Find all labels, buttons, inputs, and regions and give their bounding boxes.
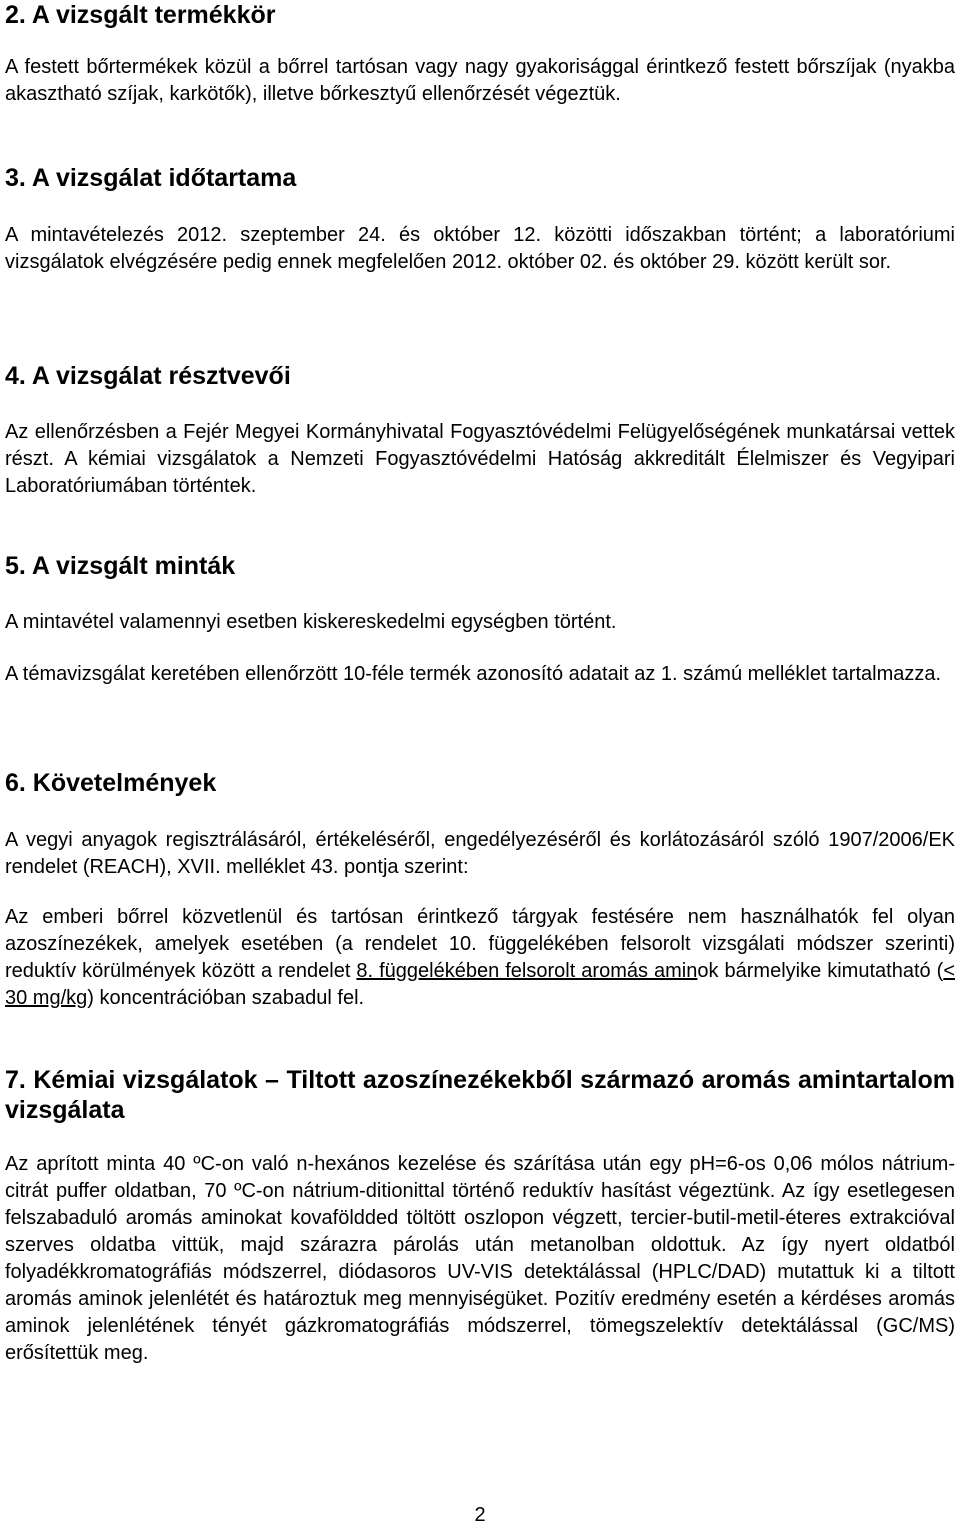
section-5-heading: 5. A vizsgált minták <box>5 552 236 580</box>
section-6-heading: 6. Követelmények <box>5 769 217 797</box>
section-5 <box>5 551 955 688</box>
section-7-heading: 7. Kémiai vizsgálatok – Tiltott azoszínezékekből származó aromás amintartalom vizsgálata <box>5 1066 955 1124</box>
section-4-text: Az ellenőrzésben a Fejér Megyei Kormányhivatal Fogyasztóvédelmi Felügyelőségének munkatársai vettek részt. A kémiai vizsgálatok a Nemzeti Fogyasztóvédelmi Hatóság akkreditált Élelmiszer és Vegyipari Laboratóriumában történtek. <box>5 421 955 497</box>
section-2 <box>5 0 955 108</box>
section-6-text-2-underlined-limit: < 30 mg/kg <box>5 960 955 1009</box>
section-7-text: Az aprított minta 40 ºC-on való n-hexános kezelése és szárítása után egy pH=6-os 0,06 mólos nátrium-citrát puffer oldatban, 70 ºC-on nátrium-ditionittal történő reduktív hasítást végeztünk. Az így esetlegesen felszabaduló aromás aminokat kovaföldded töltött oszlopon végzett, tercier-butil-metil-éteres extrakcióval szerves oldatba vittük, majd szárazra párolás után metanolban oldottuk. Az így nyert oldatból folyadékkromatográfiás módszerrel, diódasoros UV-VIS detektálással (HPLC/DAD) mutattuk ki a tiltott aromás aminok jelenlétét és határoztuk meg mennyiségüket. Pozitív eredmény esetén a kérdéses aromás aminok jelenlétének tényét gázkromatográfiás módszerrel, tömegszelektív detektálással (GC/MS) erősítettük meg. <box>5 1153 955 1364</box>
section-6-text-1: A vegyi anyagok regisztrálásáról, értékeléséről, engedélyezéséről és korlátozásáról szóló 1907/2006/EK rendelet (REACH), XVII. melléklet 43. pontja szerint: <box>5 829 955 878</box>
section-3-heading: 3. A vizsgálat időtartama <box>5 164 297 192</box>
section-2-text: A festett bőrtermékek közül a bőrrel tartósan vagy nagy gyakorisággal érintkező festett bőrszíjak (nyakba akasztható szíjak, karkötők), illetve bőrkesztyű ellenőrzését végeztük. <box>5 56 955 105</box>
section-6-text-2 <box>5 904 955 1012</box>
section-4 <box>5 361 955 500</box>
section-3-text: A mintavételezés 2012. szeptember 24. és október 12. közötti időszakban történt; a laboratóriumi vizsgálatok elvégzésére pedig ennek megfelelően 2012. október 02. és október 29. között került sor. <box>5 224 955 273</box>
section-5-text-1: A mintavétel valamennyi esetben kiskereskedelmi egységben történt. <box>5 611 617 633</box>
section-4-heading: 4. A vizsgálat résztvevői <box>5 362 291 390</box>
section-2-heading: 2. A vizsgált termékkör <box>5 1 276 29</box>
section-6-text-2-part-c: ) koncentrációban szabadul fel. <box>87 987 365 1009</box>
section-6-text-2-underlined-annex: 8. függelékében felsorolt aromás amin <box>356 960 698 982</box>
section-6-text-2-part-b: ok bármelyike kimutatható ( <box>697 960 944 982</box>
section-5-text-2: A témavizsgálat keretében ellenőrzött 10-féle termék azonosító adatait az 1. számú melléklet tartalmazza. <box>5 663 942 685</box>
section-6 <box>5 768 955 1012</box>
page-number: 2 <box>474 1504 486 1526</box>
section-6-text-2-part-a: Az emberi bőrrel közvetlenül és tartósan érintkező tárgyak festésére nem használhatók fel olyan azoszínezékek, amelyek esetében (a rendelet 10. függelékében felsorolt vizsgálati módszer szerinti) reduktív körülmények között a rendelet <box>5 906 955 982</box>
section-3 <box>5 163 955 276</box>
section-7 <box>5 1065 955 1367</box>
